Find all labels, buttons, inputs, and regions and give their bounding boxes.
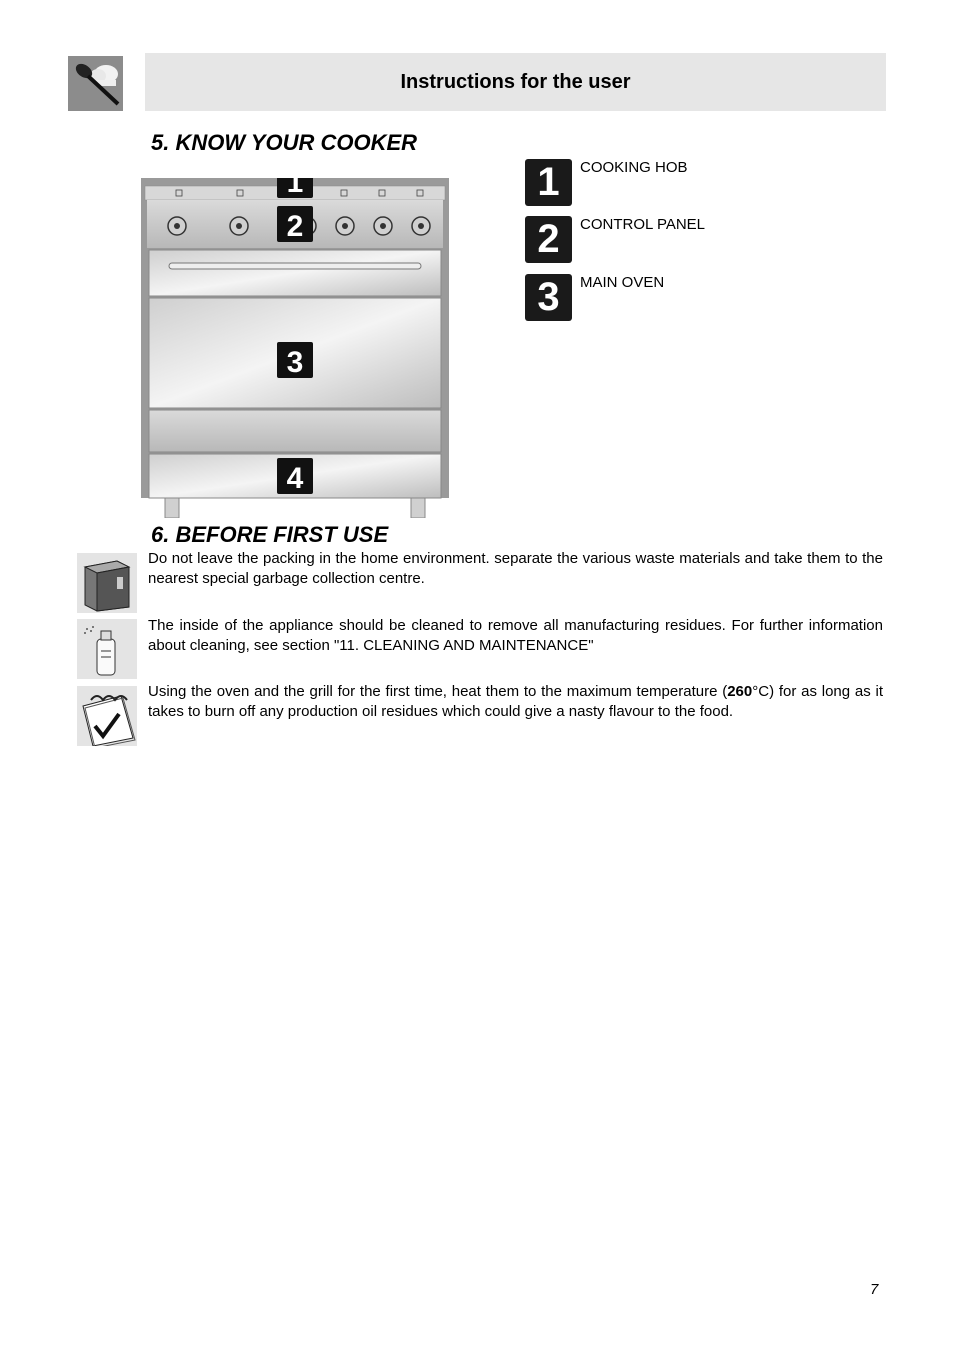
callout-badge (277, 178, 313, 199)
svg-text:3: 3 (286, 346, 304, 379)
legend-item-control-panel (525, 216, 705, 263)
paragraph-packing: Do not leave the packing in the home environment. separate the various waste materials and take them to the nearest special garbage collection centre. (148, 550, 883, 587)
callout-badge (277, 206, 313, 243)
legend-label: MAIN OVEN (580, 274, 665, 291)
svg-text:2: 2 (286, 210, 304, 243)
svg-text:1: 1 (286, 178, 304, 199)
cooker-illustration (141, 178, 449, 518)
legend-item-cooking-hob (525, 159, 688, 206)
cleaning-spray-icon (77, 619, 137, 679)
legend-badge: 1 (525, 159, 572, 206)
legend-badge: 2 (525, 216, 572, 263)
callout-badge (277, 458, 313, 495)
paragraph-first-heating: Using the oven and the grill for the first time, heat them to the maximum temperature (260°C) for as long as it takes to burn off any production oil residues which could give a nasty flavour to the food. (148, 683, 884, 720)
section-title-know-your-cooker: 5. KNOW YOUR COOKER (151, 130, 418, 155)
checklist-note-icon (77, 686, 137, 746)
paragraph-cleaning: The inside of the appliance should be cleaned to remove all manufacturing residues. For further information about cleaning, see section "11. CLEANING AND MAINTENANCE" (148, 617, 883, 654)
max-temperature-value: 260 (727, 683, 753, 700)
packing-box-icon (77, 553, 137, 613)
legend-item-main-oven (525, 274, 664, 321)
svg-text:4: 4 (286, 462, 304, 495)
legend-label: COOKING HOB (580, 159, 688, 176)
header-bar (145, 53, 886, 111)
chef-spoon-logo (68, 56, 123, 111)
legend-badge: 3 (525, 274, 572, 321)
header-title: Instructions for the user (400, 70, 631, 93)
callout-badge (277, 342, 313, 379)
legend-label: CONTROL PANEL (580, 216, 706, 233)
page-number: 7 (870, 1281, 879, 1298)
section-title-before-first-use: 6. BEFORE FIRST USE (151, 522, 389, 547)
